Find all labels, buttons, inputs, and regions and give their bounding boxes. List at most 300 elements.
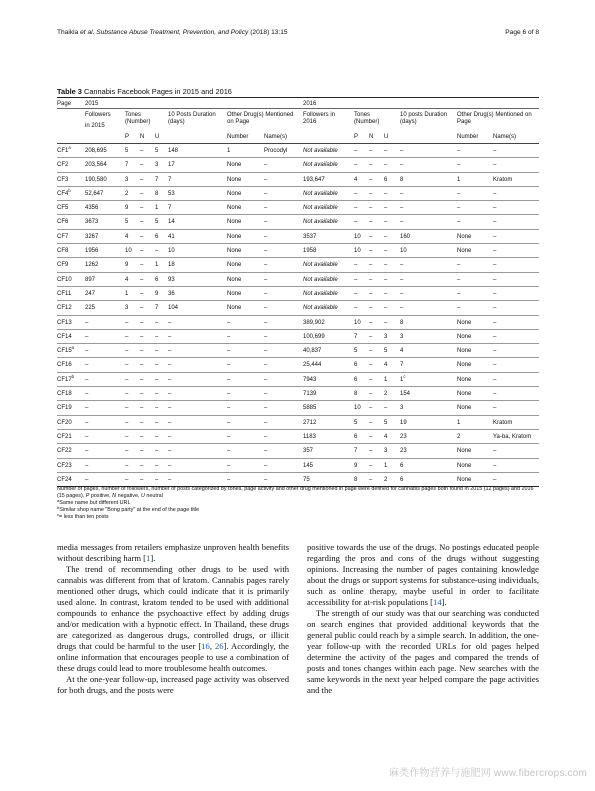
p-2015-header: P <box>125 134 130 140</box>
cell-num15: None <box>227 262 242 269</box>
cell-u15: – <box>155 448 159 455</box>
table-row <box>57 473 539 487</box>
cell-p15: 1 <box>125 290 129 297</box>
cell-page: CF23 <box>57 462 72 469</box>
cell-page: CF17$^b$ <box>57 373 75 383</box>
cell-n15: – <box>140 391 144 398</box>
cell-d16: 1$^c$ <box>400 373 406 383</box>
cell-d16: – <box>400 190 404 197</box>
cell-f15: 3673 <box>85 219 99 226</box>
cell-name15: – <box>264 405 268 412</box>
cell-d15: – <box>168 462 172 469</box>
cell-num16: None <box>457 333 472 340</box>
table-column-header-row <box>57 109 539 131</box>
cell-p15: 9 <box>125 262 129 269</box>
cell-u15: – <box>155 391 159 398</box>
cell-page: CF7 <box>57 233 69 240</box>
cell-num16: None <box>457 376 472 383</box>
cell-num15: 1 <box>227 148 231 154</box>
cell-n15: – <box>140 419 144 426</box>
row-footnote-mark: a <box>71 345 75 351</box>
cell-name16: – <box>493 219 497 226</box>
cell-d15: – <box>168 419 172 426</box>
cell-page: CF11 <box>57 290 72 297</box>
citation-link-14[interactable]: 14 <box>433 597 442 607</box>
cell-num16: – <box>457 262 461 269</box>
cell-page: CF14 <box>57 333 72 340</box>
cell-n15: – <box>140 376 144 383</box>
table-row <box>57 459 539 473</box>
citation <box>57 29 288 36</box>
table-row <box>57 230 539 244</box>
cell-name15: – <box>264 476 268 483</box>
cell-f16: 40,837 <box>303 348 322 355</box>
cell-name15: – <box>264 462 268 469</box>
cell-d16: 6 <box>400 476 404 483</box>
drugs-2016-header: Other Drug(s) Mentioned on Page <box>457 112 532 125</box>
cell-u15: 7 <box>155 176 159 183</box>
table-row <box>57 330 539 344</box>
right-paragraph-2: The strength of our study was that our searching was conducted on search engines that provided additional keywords that the general public could reach by a simple search. In addition, the one-year follow-up with the recorded URLs for old pages helped determine the activity of the pages and compared the trends of posts and tones changes within each page. New searches with the same keywords in the next year helped compare the page activities and the <box>307 608 539 695</box>
cell-p16: – <box>354 205 358 212</box>
cell-name16: – <box>493 148 497 154</box>
cell-name16: – <box>493 376 497 383</box>
cell-p16: 7 <box>354 333 358 340</box>
cell-d16: 154 <box>400 391 411 398</box>
table-row <box>57 444 539 458</box>
cell-d15: 53 <box>168 190 175 197</box>
cell-d16: 3 <box>400 405 404 412</box>
cell-page: CF6 <box>57 219 69 226</box>
cell-d15: – <box>168 476 172 483</box>
table-row <box>57 144 539 158</box>
table-row <box>57 373 539 387</box>
header-journal: Substance Abuse Treatment, Prevention, and Policy <box>96 29 249 36</box>
cell-n15: – <box>140 290 144 297</box>
cell-p16: 10 <box>354 405 361 412</box>
cell-u16: – <box>384 205 388 212</box>
cell-n15: – <box>140 190 144 197</box>
cell-u16: – <box>384 290 388 297</box>
cell-n15: – <box>140 348 144 355</box>
names-2015-header: Name(s) <box>264 134 288 140</box>
cell-n16: – <box>369 376 373 383</box>
cell-d15: 18 <box>168 262 175 269</box>
table-row <box>57 416 539 430</box>
cell-u15: – <box>155 333 159 340</box>
cell-f16: Not available <box>303 262 338 269</box>
cell-u16: – <box>384 148 388 154</box>
posts-2016-header: 10 posts Duration (days) <box>400 112 448 125</box>
cell-n16: – <box>369 148 373 154</box>
cell-page: CF1$^a$ <box>57 145 71 154</box>
cell-p16: 9 <box>354 462 358 469</box>
cell-n15: – <box>140 476 144 483</box>
cell-p16: – <box>354 219 358 226</box>
cell-u15: 3 <box>155 162 159 169</box>
cell-name15: – <box>264 448 268 455</box>
cell-p15: 10 <box>125 248 132 255</box>
cell-name15: – <box>264 190 268 197</box>
table-row <box>57 187 539 201</box>
cell-u16: 2 <box>384 391 388 398</box>
cell-name16: – <box>493 391 497 398</box>
cell-u16: – <box>384 405 388 412</box>
running-header <box>57 29 539 41</box>
cell-n16: – <box>369 176 373 183</box>
cell-d16: – <box>400 276 404 283</box>
cell-name16: – <box>493 190 497 197</box>
table-subheader-row <box>57 131 539 144</box>
table-row <box>57 258 539 272</box>
cell-name15: – <box>264 219 268 226</box>
cell-p16: – <box>354 148 358 154</box>
cell-name16: – <box>493 162 497 169</box>
cell-f16: 5885 <box>303 405 317 412</box>
cell-u16: 1 <box>384 462 388 469</box>
cell-u15: 8 <box>155 190 159 197</box>
cell-f15: 190,580 <box>85 176 107 183</box>
cell-d16: 3 <box>400 333 404 340</box>
table-row <box>57 215 539 229</box>
cell-page: CF24 <box>57 476 72 483</box>
cell-name15: – <box>264 276 268 283</box>
footnote-a: $^a$Same name but different URL <box>57 498 131 506</box>
cell-f15: 3267 <box>85 233 99 240</box>
cell-p16: 10 <box>354 233 361 240</box>
citation-link-26[interactable]: 26 <box>214 641 224 651</box>
cell-f15: 247 <box>85 290 96 297</box>
cell-d15: – <box>168 376 172 383</box>
cell-name16: – <box>493 448 497 455</box>
cell-u16: – <box>384 233 388 240</box>
cell-f15: – <box>85 362 89 369</box>
table-row <box>57 287 539 301</box>
cell-d15: – <box>168 391 172 398</box>
cell-p15: – <box>125 348 129 355</box>
cell-d16: – <box>400 162 404 169</box>
cell-u15: – <box>155 348 159 355</box>
cell-u15: – <box>155 376 159 383</box>
table-row <box>57 316 539 330</box>
number-2015-header: Number <box>227 134 249 140</box>
cell-f16: 193,647 <box>303 176 325 183</box>
cell-num15: None <box>227 162 242 169</box>
cell-f16: Not available <box>303 219 338 226</box>
cell-name15: – <box>264 433 268 440</box>
cell-name15: – <box>264 290 268 297</box>
cell-d15: – <box>168 362 172 369</box>
cell-f15: – <box>85 476 89 483</box>
cell-f15: – <box>85 448 89 455</box>
cell-f15: 1262 <box>85 262 99 269</box>
cell-p15: – <box>125 391 129 398</box>
cell-f16: 75 <box>303 476 310 483</box>
cell-f15: 225 <box>85 305 96 312</box>
cell-d15: 7 <box>168 205 172 212</box>
cell-p16: – <box>354 305 358 312</box>
cell-f16: 389,902 <box>303 319 325 326</box>
cell-d15: 93 <box>168 276 175 283</box>
cell-num16: None <box>457 348 472 355</box>
cell-n15: – <box>140 205 144 212</box>
cell-u16: – <box>384 248 388 255</box>
cell-n16: – <box>369 462 373 469</box>
cell-f16: 7139 <box>303 391 317 398</box>
cell-num16: 1 <box>457 176 461 183</box>
cell-num15: – <box>227 476 231 483</box>
cell-num16: – <box>457 148 461 154</box>
right-paragraph-1: positive towards the use of the drugs. No postings educated people regarding the pros and cons of the drugs without suggesting opinions. Increasing the number of pages containing knowledge about the drugs or support systems for substance-using individuals, such as online therapy, maybe useful in order to facilitate accessibility for at-risk populations [14]. <box>307 542 539 607</box>
cell-page: CF12 <box>57 305 72 312</box>
year-2016-header: 2016 <box>303 101 317 107</box>
cell-p16: – <box>354 290 358 297</box>
cell-u15: – <box>155 433 159 440</box>
cell-d15: – <box>168 405 172 412</box>
cell-p16: 5 <box>354 419 358 426</box>
cell-num16: – <box>457 219 461 226</box>
cell-d15: 10 <box>168 248 175 255</box>
cell-u16: – <box>384 162 388 169</box>
cell-u16: 5 <box>384 419 388 426</box>
cell-u16: 3 <box>384 448 388 455</box>
table-footnotes <box>57 486 539 521</box>
cell-f15: – <box>85 348 89 355</box>
year-2015-header: 2015 <box>85 101 99 107</box>
cell-u16: 2 <box>384 476 388 483</box>
cell-f16: 7943 <box>303 376 317 383</box>
cell-num16: None <box>457 391 472 398</box>
cell-d15: 14 <box>168 219 175 226</box>
cell-f15: 1956 <box>85 248 99 255</box>
cell-d16: 23 <box>400 433 407 440</box>
cell-num16: 1 <box>457 419 461 426</box>
cell-n16: – <box>369 276 373 283</box>
table-row <box>57 358 539 372</box>
cell-num15: – <box>227 333 231 340</box>
cell-f16: 25,444 <box>303 362 322 369</box>
cell-f15: – <box>85 433 89 440</box>
table-row <box>57 430 539 444</box>
cell-u15: 5 <box>155 219 159 226</box>
data-table <box>57 97 539 487</box>
cell-u16: 6 <box>384 176 388 183</box>
cell-u16: – <box>384 319 388 326</box>
cell-p16: 6 <box>354 433 358 440</box>
cell-num16: – <box>457 162 461 169</box>
cell-p16: – <box>354 262 358 269</box>
cell-d15: 36 <box>168 290 175 297</box>
cell-p15: – <box>125 319 129 326</box>
cell-d16: – <box>400 290 404 297</box>
cell-n15: – <box>140 176 144 183</box>
cell-name15: – <box>264 205 268 212</box>
cell-f16: 100,699 <box>303 333 325 340</box>
cell-u15: – <box>155 419 159 426</box>
cell-name16: – <box>493 333 497 340</box>
cell-u16: 4 <box>384 433 388 440</box>
cell-d16: – <box>400 305 404 312</box>
cell-p16: 10 <box>354 248 361 255</box>
cell-n16: – <box>369 248 373 255</box>
cell-d16: 6 <box>400 462 404 469</box>
cell-p15: 4 <box>125 233 129 240</box>
cell-num15: None <box>227 290 242 297</box>
cell-name15: – <box>264 333 268 340</box>
cell-p15: – <box>125 405 129 412</box>
cell-n15: – <box>140 219 144 226</box>
cell-f16: 1958 <box>303 248 317 255</box>
cell-p16: 6 <box>354 376 358 383</box>
cell-d16: 4 <box>400 348 404 355</box>
cell-d15: 17 <box>168 162 175 169</box>
cell-name15: – <box>264 348 268 355</box>
cell-p16: 10 <box>354 319 361 326</box>
cell-u15: 9 <box>155 290 159 297</box>
table-row <box>57 401 539 415</box>
cell-d15: – <box>168 348 172 355</box>
table-group-header-row <box>57 97 539 109</box>
cell-name15: Procodyl <box>264 148 288 154</box>
cell-num15: – <box>227 462 231 469</box>
cell-num16: None <box>457 448 472 455</box>
table-row <box>57 173 539 187</box>
cell-num16: None <box>457 319 472 326</box>
cell-num16: – <box>457 290 461 297</box>
cell-u15: – <box>155 405 159 412</box>
duration-footnote-mark: c <box>403 373 406 379</box>
cell-name15: – <box>264 319 268 326</box>
cell-page: CF10 <box>57 276 72 283</box>
cell-page: CF8 <box>57 248 69 255</box>
cell-num16: None <box>457 462 472 469</box>
followers-2016-header: Followers in 2016 <box>303 112 336 125</box>
cell-f15: – <box>85 319 89 326</box>
cell-u15: 1 <box>155 262 159 269</box>
row-footnote-mark: b <box>71 373 75 379</box>
cell-f16: Not available <box>303 162 338 169</box>
n-2015-header: N <box>140 134 145 140</box>
cell-p15: – <box>125 448 129 455</box>
cell-n16: – <box>369 305 373 312</box>
cell-n15: – <box>140 405 144 412</box>
followers-2015-header: Followers in 2015 <box>85 112 111 129</box>
cell-u15: 6 <box>155 233 159 240</box>
table-row <box>57 344 539 358</box>
cell-num16: 2 <box>457 433 461 440</box>
cell-u16: – <box>384 190 388 197</box>
cell-p15: 3 <box>125 176 129 183</box>
cell-num15: None <box>227 233 242 240</box>
cell-name15: – <box>264 305 268 312</box>
cell-p16: – <box>354 276 358 283</box>
cell-d15: – <box>168 333 172 340</box>
cell-n16: – <box>369 205 373 212</box>
cell-n15: – <box>140 248 144 255</box>
table-row <box>57 201 539 215</box>
cell-u16: – <box>384 219 388 226</box>
cell-u16: 5 <box>384 348 388 355</box>
table-row <box>57 387 539 401</box>
cell-u16: 3 <box>384 333 388 340</box>
cell-name15: – <box>264 419 268 426</box>
cell-num15: – <box>227 433 231 440</box>
cell-name15: – <box>264 233 268 240</box>
cell-name16: – <box>493 233 497 240</box>
cell-num15: – <box>227 376 231 383</box>
cell-p16: 6 <box>354 362 358 369</box>
cell-f16: 145 <box>303 462 314 469</box>
n-2016-header: N <box>369 134 374 140</box>
cell-name16: Kratom <box>493 419 513 426</box>
body-column-right <box>307 542 539 696</box>
cell-u15: – <box>155 248 159 255</box>
cell-name16: – <box>493 405 497 412</box>
cell-f15: 203,564 <box>85 162 107 169</box>
page-number: Page 6 of 8 <box>505 29 539 36</box>
cell-num15: None <box>227 190 242 197</box>
cell-d16: 8 <box>400 176 404 183</box>
cell-name15: – <box>264 176 268 183</box>
cell-p15: 7 <box>125 162 129 169</box>
cell-num16: – <box>457 305 461 312</box>
cell-name15: – <box>264 362 268 369</box>
cell-d15: – <box>168 319 172 326</box>
cell-num15: – <box>227 362 231 369</box>
cell-p15: – <box>125 462 129 469</box>
cell-u16: – <box>384 276 388 283</box>
citation-link-1[interactable]: 1 <box>146 553 151 563</box>
cell-name16: – <box>493 305 497 312</box>
cell-name15: – <box>264 391 268 398</box>
cell-d16: – <box>400 219 404 226</box>
cell-num15: None <box>227 205 242 212</box>
cell-f16: Not available <box>303 276 338 283</box>
row-footnote-mark: b <box>68 187 71 193</box>
cell-num16: None <box>457 248 472 255</box>
cell-name16: – <box>493 319 497 326</box>
cell-d16: – <box>400 205 404 212</box>
cell-num15: None <box>227 176 242 183</box>
cell-f16: 2712 <box>303 419 317 426</box>
cell-n16: – <box>369 233 373 240</box>
cell-f15: – <box>85 405 89 412</box>
cell-f15: – <box>85 419 89 426</box>
cell-d15: – <box>168 433 172 440</box>
body-column-left <box>57 542 289 696</box>
cell-num15: None <box>227 276 242 283</box>
cell-page: CF4$^b$ <box>57 187 71 197</box>
cell-p15: – <box>125 333 129 340</box>
cell-page: CF20 <box>57 419 72 426</box>
left-paragraph-2: The trend of recommending other drugs to be used with cannabis was different from that of kratom. Cannabis pages rarely mentioned other drugs, which could indicate that it is primarily used alone. In contrast, kratom tended to be used with additional compounds to enhance the psychoactive effect by adding drugs and/or medication with a hypnotic effect. In Thailand, these drugs are categorized as dangerous drugs, controlled drugs, or illicit drugs that could be harmful to the user [16, 26]. Accordingly, the online information that encourages people to use a combination of these drugs could lead to more troublesome health outcomes. <box>57 564 289 673</box>
table-row <box>57 158 539 172</box>
cell-n15: – <box>140 305 144 312</box>
cell-f15: 52,647 <box>85 190 104 197</box>
cell-page: CF9 <box>57 262 69 269</box>
cell-name16: – <box>493 462 497 469</box>
citation-link-16[interactable]: 16 <box>201 641 210 651</box>
cell-d16: 23 <box>400 448 407 455</box>
cell-n16: – <box>369 448 373 455</box>
cell-n15: – <box>140 362 144 369</box>
cell-num15: None <box>227 248 242 255</box>
cell-n16: – <box>369 348 373 355</box>
cell-name16: – <box>493 348 497 355</box>
cell-name15: – <box>264 248 268 255</box>
cell-n16: – <box>369 419 373 426</box>
cell-name16: – <box>493 362 497 369</box>
